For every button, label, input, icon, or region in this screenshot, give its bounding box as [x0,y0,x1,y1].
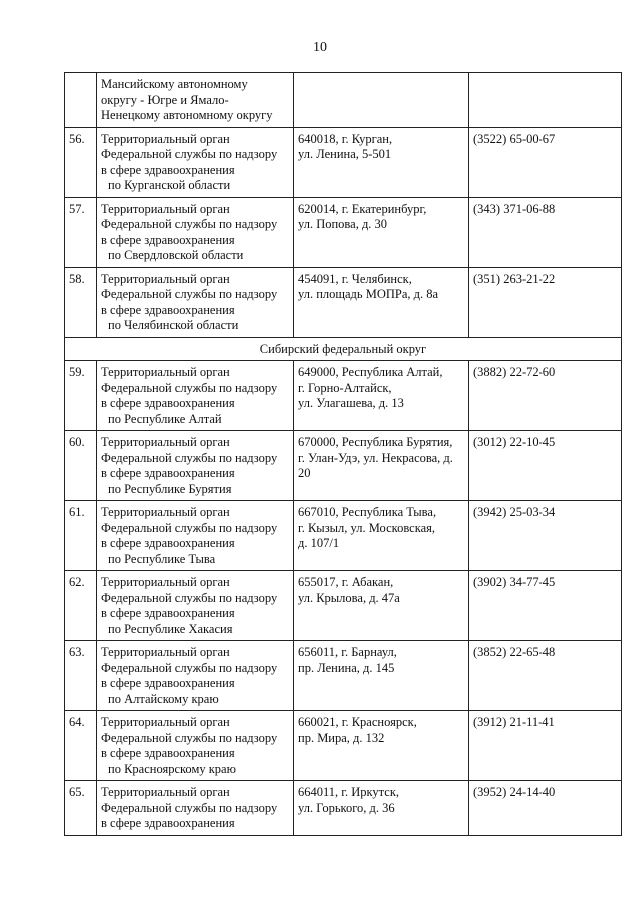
table-row [65,641,622,711]
org-name-line: по Республике Хакасия [108,621,233,636]
org-name-line: Федеральной службы по надзору [101,730,278,745]
org-name-cell [97,197,294,267]
org-name-line: в сфере здравоохранения [101,816,235,830]
address-cell [294,711,469,781]
org-name-line: Федеральной службы по надзору [101,660,278,675]
org-name-line: по Курганской области [108,178,231,192]
row-number-cell: 65. [65,781,97,836]
address-line: 20 [298,466,311,480]
page-number: 10 [313,40,327,55]
address-line: г. Горно-Алтайск, [298,380,392,395]
table-row [65,571,622,641]
row-number-cell: 56. [65,127,97,197]
org-name-line: по Свердловской области [108,248,244,262]
org-name-line: в сфере здравоохранения [101,676,235,690]
address-line: ул. Ленина, 5-501 [298,147,392,161]
address-cell [294,127,469,197]
org-name-line: Территориальный орган [101,645,230,659]
address-line: 649000, Республика Алтай, [298,365,443,379]
org-name-cell [97,711,294,781]
address-cell [294,73,469,128]
org-name-cell [97,73,294,128]
address-line: ул. площадь МОПРа, д. 8а [298,287,439,301]
row-number-cell: 58. [65,267,97,337]
phone-cell: (3902) 34-77-45 [469,571,622,641]
org-name-line: Территориальный орган [101,505,230,519]
address-line: 656011, г. Барнаул, [298,645,397,659]
org-name-line: Территориальный орган [101,575,230,589]
org-name-line: Территориальный орган [101,271,230,286]
section-title: Сибирский федеральный округ [65,337,622,361]
section-header-row [65,337,622,361]
org-name-cell [97,127,294,197]
org-name-cell [97,267,294,337]
org-name-cell [97,781,294,836]
phone-cell: (3882) 22-72-60 [469,361,622,431]
org-name-cell [97,571,294,641]
row-number-cell: 62. [65,571,97,641]
address-cell [294,641,469,711]
phone-cell: (3952) 24-14-40 [469,781,622,836]
org-name-cell [97,361,294,431]
org-name-line: Федеральной службы по надзору [101,590,278,605]
phone-cell: (3522) 65-00-67 [469,127,622,197]
table-row [65,197,622,267]
agency-table-body [65,73,622,836]
org-name-line: Федеральной службы по надзору [101,380,278,395]
org-name-line: Ненецкому автономному округу [101,108,273,122]
table-row [65,431,622,501]
address-cell [294,501,469,571]
table-row-continuation [65,73,622,128]
phone-cell [469,73,622,128]
row-number-cell [65,73,97,128]
address-line: 620014, г. Екатеринбург, [298,201,427,216]
org-name-line: Федеральной службы по надзору [101,800,278,815]
org-name-line: в сфере здравоохранения [101,162,235,177]
org-name-line: Федеральной службы по надзору [101,520,278,535]
table-row [65,127,622,197]
org-name-line: Территориальный орган [101,715,230,729]
address-line: 454091, г. Челябинск, [298,271,412,286]
address-line: 664011, г. Иркутск, [298,785,400,799]
org-name-cell [97,501,294,571]
org-name-cell [97,641,294,711]
org-name-line: в сфере здравоохранения [101,302,235,317]
org-name-line: в сфере здравоохранения [101,536,235,550]
address-cell [294,781,469,836]
org-name-line: в сфере здравоохранения [101,466,235,480]
org-name-line: по Челябинской области [108,318,239,332]
org-name-line: в сфере здравоохранения [101,606,235,620]
table-row [65,781,622,836]
address-line: 670000, Республика Бурятия, [298,435,453,449]
address-line: 640018, г. Курган, [298,131,393,146]
phone-cell: (3852) 22-65-48 [469,641,622,711]
org-name-line: в сфере здравоохранения [101,232,235,247]
table-row [65,267,622,337]
org-name-line: по Республике Алтай [108,411,222,426]
row-number-cell: 59. [65,361,97,431]
org-name-line: по Республике Тыва [108,551,216,566]
address-cell [294,571,469,641]
address-cell [294,431,469,501]
row-number-cell: 61. [65,501,97,571]
table-row [65,711,622,781]
org-name-line: Территориальный орган [101,365,230,379]
address-line: пр. Ленина, д. 145 [298,660,395,675]
org-name-line: по Красноярскому краю [108,761,236,776]
org-name-line: Территориальный орган [101,435,230,449]
org-name-line: Территориальный орган [101,201,230,216]
phone-cell: (343) 371-06-88 [469,197,622,267]
org-name-line: в сфере здравоохранения [101,746,235,760]
address-line: 667010, Республика Тыва, [298,505,437,519]
address-line: ул. Горького, д. 36 [298,800,395,815]
address-line: 660021, г. Красноярск, [298,715,417,729]
row-number-cell: 64. [65,711,97,781]
org-name-cell [97,431,294,501]
table-row [65,501,622,571]
address-line: ул. Улагашева, д. 13 [298,396,404,410]
row-number-cell: 57. [65,197,97,267]
org-name-line: Федеральной службы по надзору [101,147,278,161]
address-line: 655017, г. Абакан, [298,575,394,589]
org-name-line: по Республике Бурятия [108,481,232,496]
address-line: ул. Крылова, д. 47а [298,590,400,605]
address-cell [294,267,469,337]
address-line: ул. Попова, д. 30 [298,217,388,231]
phone-cell: (351) 263-21-22 [469,267,622,337]
org-name-line: в сфере здравоохранения [101,396,235,410]
address-line: пр. Мира, д. 132 [298,730,385,745]
agency-table [64,72,622,836]
address-line: г. Кызыл, ул. Московская, [298,520,435,535]
address-line: д. 107/1 [298,536,340,550]
org-name-line: Мансийскому автономному [101,77,248,91]
phone-cell: (3942) 25-03-34 [469,501,622,571]
org-name-line: Федеральной службы по надзору [101,217,278,231]
org-name-line: округу - Югре и Ямало- [101,92,229,107]
address-cell [294,361,469,431]
phone-cell: (3012) 22-10-45 [469,431,622,501]
org-name-line: Федеральной службы по надзору [101,287,278,301]
address-line: г. Улан-Удэ, ул. Некрасова, д. [298,450,453,465]
org-name-line: Федеральной службы по надзору [101,450,278,465]
org-name-line: Территориальный орган [101,131,230,146]
address-cell [294,197,469,267]
org-name-line: по Алтайскому краю [108,691,219,706]
table-row [65,361,622,431]
org-name-line: Территориальный орган [101,785,230,799]
row-number-cell: 63. [65,641,97,711]
phone-cell: (3912) 21-11-41 [469,711,622,781]
row-number-cell: 60. [65,431,97,501]
